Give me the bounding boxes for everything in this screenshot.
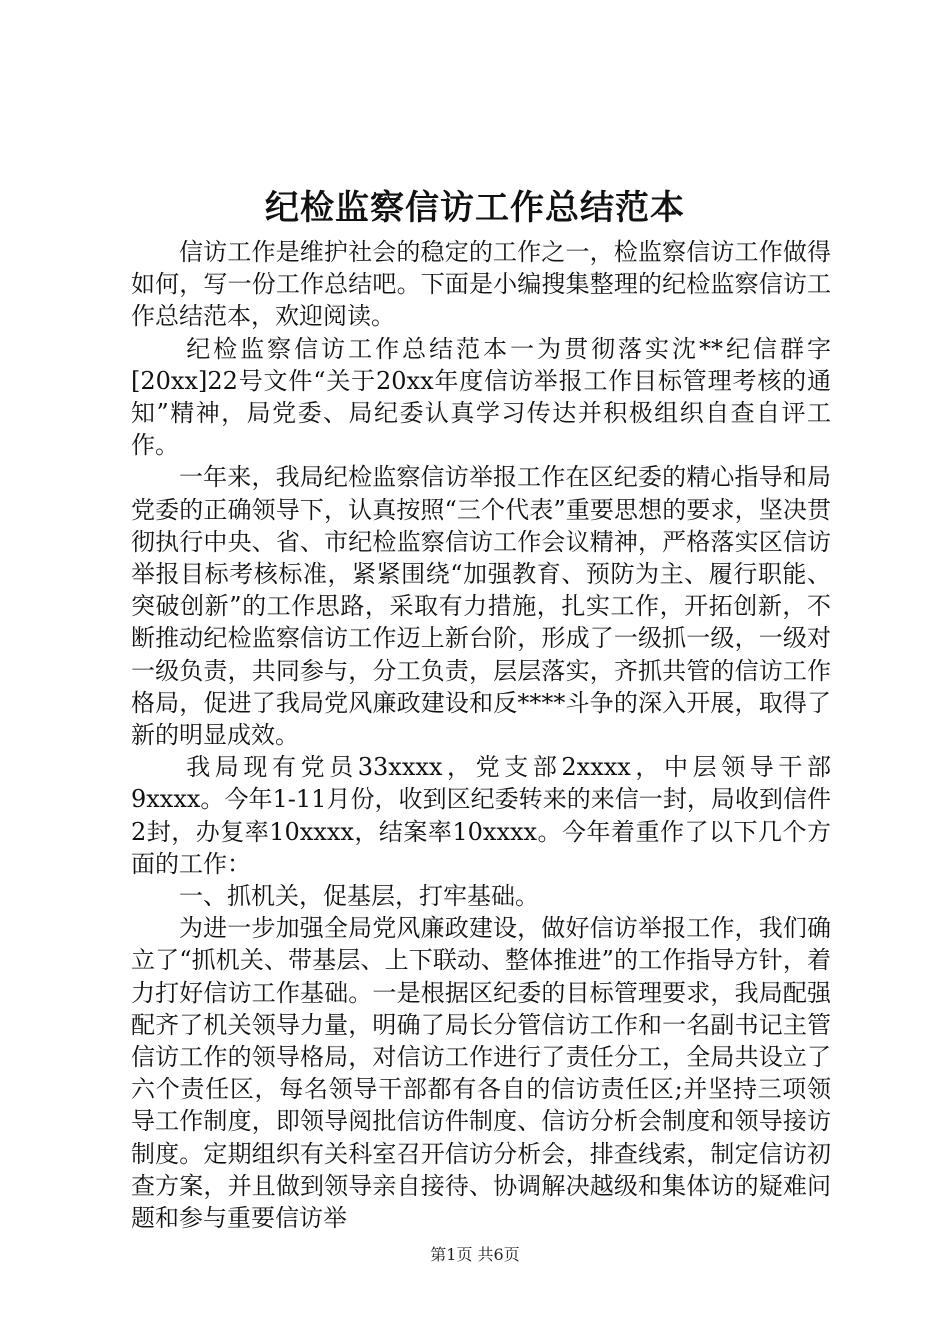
paragraph-statistics: 我局现有党员33xxxx，党支部2xxxx，中层领导干部9xxxx。今年1-11月份，收到区纪委转来的来信一封，局收到信件2封，办复率10xxxx，结案率10xxxx。今年着重作了以下几个方面的工作： [131, 753, 831, 878]
page-footer: 第1页 共6页 [430, 1245, 520, 1264]
document-body [131, 236, 831, 1234]
paragraph-sample-one: 纪检监察信访工作总结范本一为贯彻落实沈**纪信群字[20xx]22号文件“关于20xx年度信访举报工作目标管理考核的通知”精神，局党委、局纪委认真学习传达并积极组织自查自评工作。 [131, 334, 831, 460]
document-title: 纪检监察信访工作总结范本 [265, 188, 685, 228]
paragraph-intro: 信访工作是维护社会的稳定的工作之一，检监察信访工作做得如何，写一份工作总结吧。下面是小编搜集整理的纪检监察信访工作总结范本，欢迎阅读。 [131, 238, 831, 331]
section-heading-one: 一、抓机关，促基层，打牢基础。 [179, 882, 539, 911]
paragraph-overview: 一年来，我局纪检监察信访举报工作在区纪委的精心指导和局党委的正确领导下，认真按照“三个代表”重要思想的要求，坚决贯彻执行中央、省、市纪检监察信访工作会议精神，严格落实区信访举报目标考核标准，紧紧围绕“加强教育、预防为主、履行职能、突破创新”的工作思路，采取有力措施，扎实工作，开拓创新，不断推动纪检监察信访工作迈上新台阶，形成了一级抓一级，一级对一级负责，共同参与，分工负责，层层落实，齐抓共管的信访工作格局，促进了我局党风廉政建设和反****斗争的深入开展，取得了新的明显成效。 [131, 463, 831, 750]
paragraph-section-one: 为进一步加强全局党风廉政建设，做好信访举报工作，我们确立了“抓机关、带基层、上下联动、整体推进”的工作指导方针，着力打好信访工作基础。一是根据区纪委的目标管理要求，我局配强配齐了机关领导力量，明确了局长分管信访工作和一名副书记主管信访工作的领导格局，对信访工作进行了责任分工，全局共设立了六个责任区，每名领导干部都有各自的信访责任区;并坚持三项领导工作制度，即领导阅批信访件制度、信访分析会制度和领导接访制度。定期组织有关科室召开信访分析会，排查线索，制定信访初查方案，并且做到领导亲自接待、协调解决越级和集体访的疑难问题和参与重要信访举 [131, 914, 831, 1233]
